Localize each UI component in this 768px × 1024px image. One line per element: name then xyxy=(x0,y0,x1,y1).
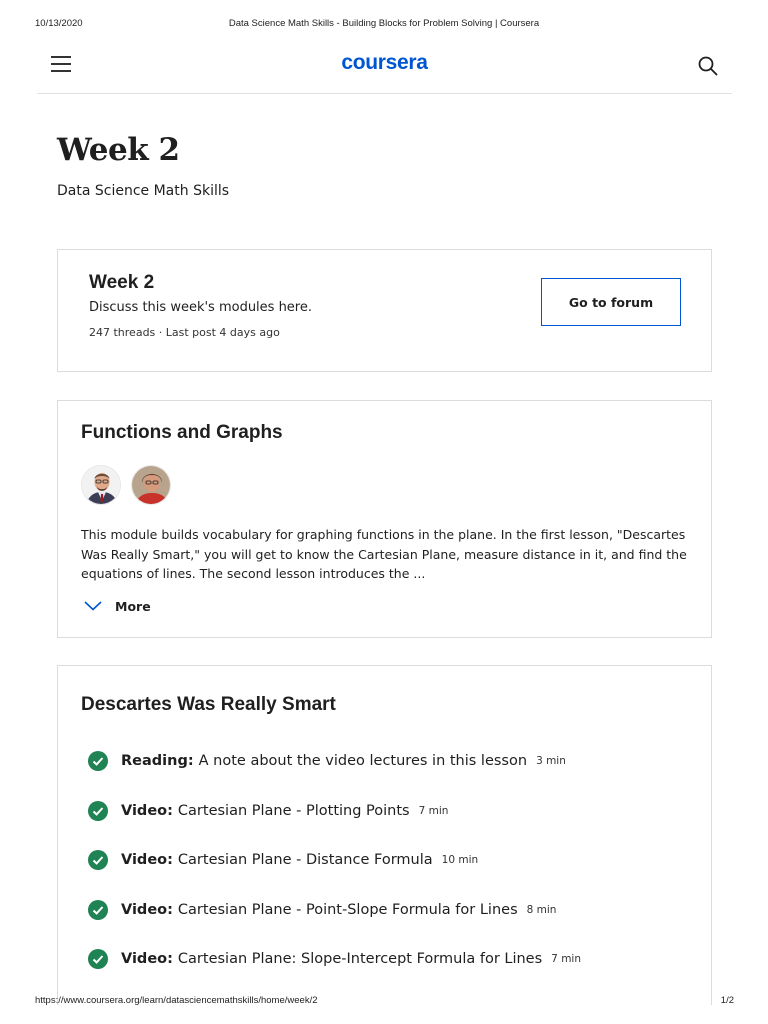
lesson-item[interactable] xyxy=(88,799,448,823)
site-header xyxy=(37,40,732,94)
completed-check-icon xyxy=(88,801,108,821)
completed-check-icon xyxy=(88,900,108,920)
item-duration: 7 min xyxy=(418,804,449,817)
page-title: Week 2 xyxy=(57,132,180,168)
item-type: Video: xyxy=(121,852,173,868)
search-icon[interactable] xyxy=(697,55,719,77)
forum-card xyxy=(57,249,712,372)
page-subtitle: Data Science Math Skills xyxy=(57,183,230,199)
lesson-item[interactable] xyxy=(88,898,556,922)
item-duration: 8 min xyxy=(526,903,557,916)
item-type: Video: xyxy=(121,802,173,819)
item-type: Video: xyxy=(121,951,173,967)
print-title: Data Science Math Skills - Building Blocks for Problem Solving | Coursera xyxy=(228,18,540,29)
avatar[interactable] xyxy=(81,465,121,505)
item-duration: 7 min xyxy=(551,953,581,965)
print-page-number: 1/2 xyxy=(720,995,734,1006)
chevron-down-icon xyxy=(84,601,102,611)
lesson-card xyxy=(57,665,712,1005)
go-to-forum-button[interactable]: Go to forum xyxy=(541,278,681,326)
lesson-title: Descartes Was Really Smart xyxy=(81,694,336,715)
item-title: Cartesian Plane - Distance Formula xyxy=(177,852,433,868)
module-card xyxy=(57,400,712,638)
completed-check-icon xyxy=(88,850,108,870)
item-duration: 10 min xyxy=(441,854,479,866)
item-type: Video: xyxy=(121,901,173,918)
print-url: https://www.coursera.org/learn/datasciencemathskills/home/week/2 xyxy=(35,995,318,1006)
coursera-logo[interactable]: coursera xyxy=(341,51,428,74)
item-title: Cartesian Plane: Slope-Intercept Formula for Lines xyxy=(177,951,543,967)
item-type: Reading: xyxy=(121,753,194,769)
print-date: 10/13/2020 xyxy=(35,18,83,29)
forum-meta: 247 threads · Last post 4 days ago xyxy=(89,326,280,339)
avatar[interactable] xyxy=(131,465,171,505)
item-duration: 3 min xyxy=(536,755,566,767)
instructor-photo-icon xyxy=(132,466,171,505)
item-title: Cartesian Plane - Point-Slope Formula for Lines xyxy=(177,901,518,918)
instructor-photo-icon xyxy=(82,466,121,505)
lesson-item[interactable] xyxy=(88,749,566,773)
print-header xyxy=(0,18,768,30)
module-title: Functions and Graphs xyxy=(81,422,283,443)
completed-check-icon xyxy=(88,949,108,969)
completed-check-icon xyxy=(88,751,108,771)
more-toggle[interactable] xyxy=(84,597,151,615)
more-label: More xyxy=(115,598,151,614)
lesson-item[interactable] xyxy=(88,947,581,971)
forum-description: Discuss this week's modules here. xyxy=(89,300,312,315)
lesson-item[interactable] xyxy=(88,848,478,872)
item-title: A note about the video lectures in this lesson xyxy=(198,753,528,769)
module-description: This module builds vocabulary for graphing functions in the plane. In the first lesson, "Descartes Was Really Smart," you will get to know the Cartesian Plane, measure distance in it, and find the equations of lines. The second lesson introduces the ... xyxy=(81,527,687,581)
forum-title: Week 2 xyxy=(89,272,155,293)
item-title: Cartesian Plane - Plotting Points xyxy=(177,802,410,819)
